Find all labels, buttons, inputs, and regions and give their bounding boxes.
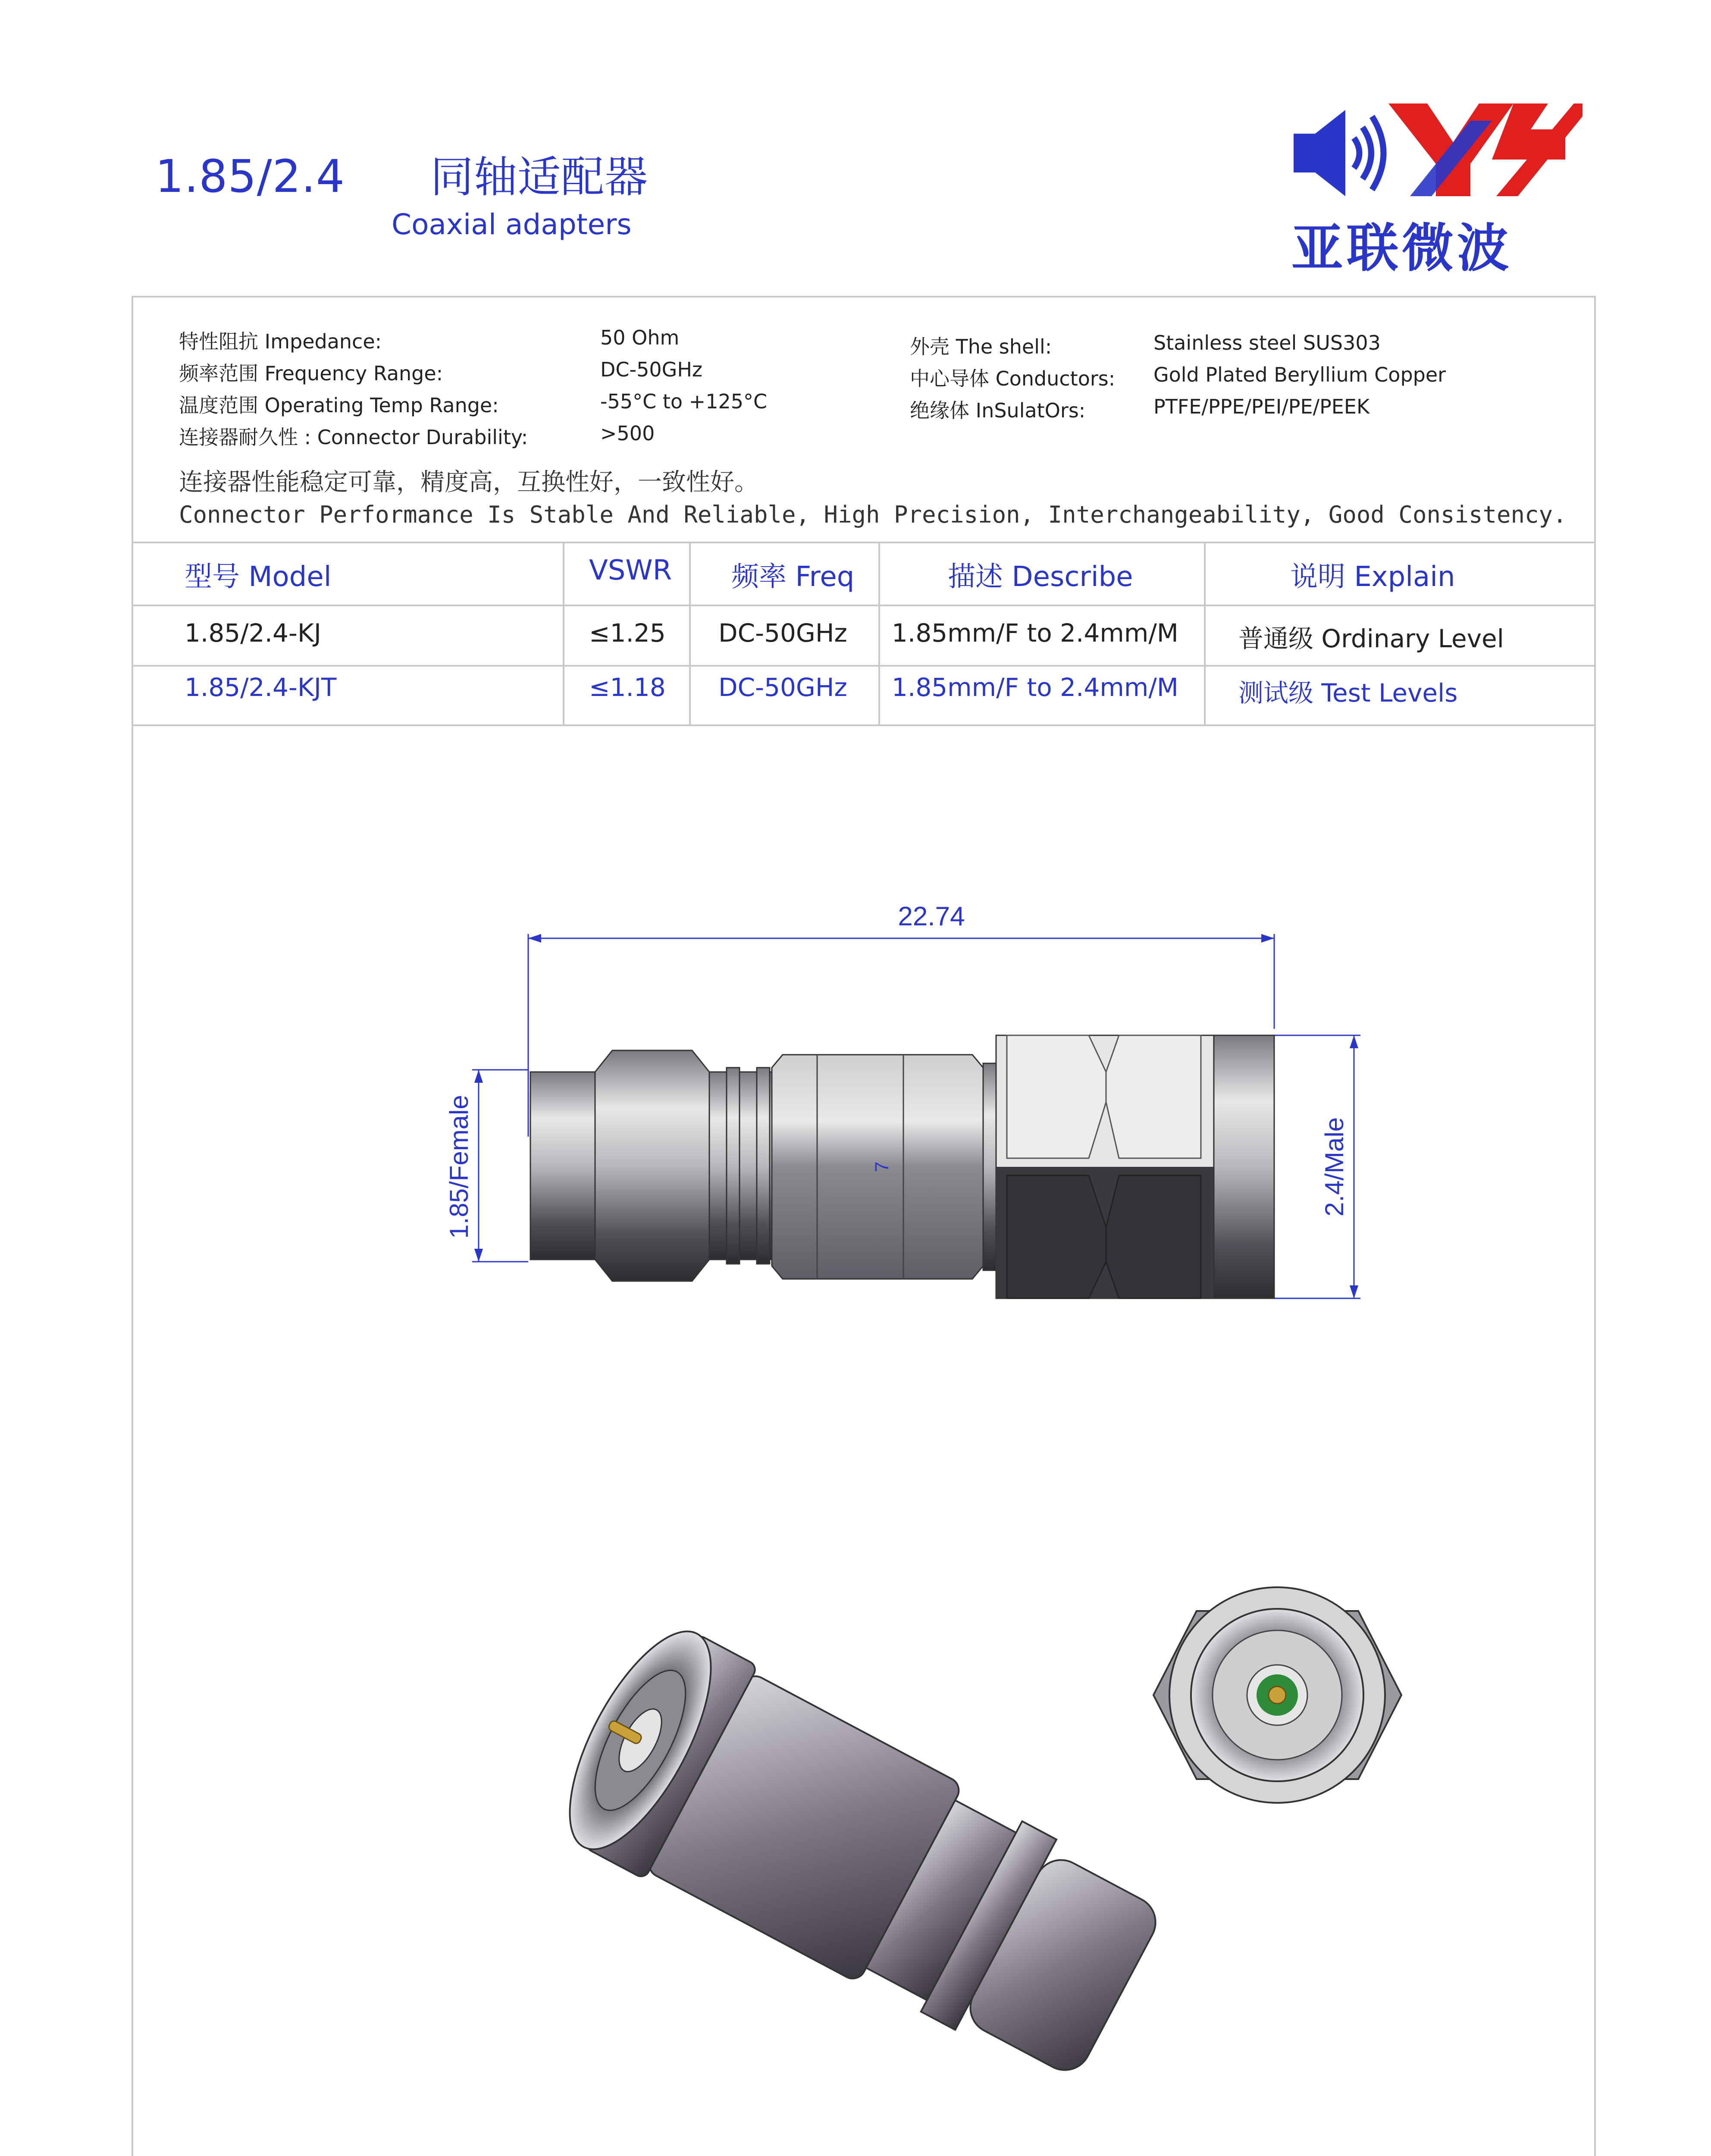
spec-label-durability: 连接器耐久性 : Connector Durability: [179, 426, 528, 449]
table-col-divider [878, 542, 880, 725]
male-dimension [1274, 1035, 1360, 1298]
table-cell-model: 1.85/2.4-KJ [185, 618, 321, 648]
table-col-divider [1204, 542, 1206, 725]
title-en: Coaxial adapters [392, 208, 632, 241]
spec-value-shell: Stainless steel SUS303 [1153, 331, 1381, 354]
table-cell-describe: 1.85mm/F to 2.4mm/M [892, 618, 1178, 648]
performance-en: Connector Performance Is Stable And Reliable, High Precision, Interchangeability, Good Consistency. [179, 501, 1567, 528]
side-view-connector [530, 1035, 1274, 1298]
table-header-freq: 频率 Freq [731, 561, 855, 593]
hex-dim-label: 7 [871, 1161, 893, 1172]
female-dimension [445, 1070, 528, 1262]
table-top-rule [132, 542, 1596, 543]
male-dim-label: 2.4/Male [1320, 1117, 1349, 1217]
model-range: 1.85/2.4 [155, 150, 345, 203]
table-cell-explain: 普通级 Ordinary Level [1238, 624, 1504, 653]
isometric-view-connector [542, 1611, 1177, 2102]
product-drawing [132, 727, 1596, 2156]
table-cell-explain: 测试级 Test Levels [1238, 678, 1458, 708]
spec-label-conductors: 中心导体 Conductors: [910, 367, 1116, 390]
spec-value-insulators: PTFE/PPE/PEI/PE/PEEK [1153, 395, 1370, 418]
table-cell-freq: DC-50GHz [718, 618, 847, 648]
spec-value-temp: -55°C to +125°C [600, 390, 768, 413]
table-header-model: 型号 Model [185, 561, 332, 593]
table-cell-freq: DC-50GHz [718, 673, 847, 702]
front-view-connector [1153, 1587, 1401, 1803]
spec-label-insulators: 绝缘体 InSulatOrs: [910, 399, 1086, 422]
table-cell-describe: 1.85mm/F to 2.4mm/M [892, 673, 1178, 702]
table-col-divider [689, 542, 691, 725]
table-header-explain: 说明 Explain [1290, 561, 1455, 593]
table-cell-model: 1.85/2.4-KJT [185, 673, 337, 702]
spec-label-temp: 温度范围 Operating Temp Range: [179, 394, 499, 417]
length-dim-label: 22.74 [898, 902, 965, 931]
table-header-rule [132, 605, 1596, 606]
table-header-describe: 描述 Describe [948, 561, 1133, 593]
spec-label-impedance: 特性阻抗 Impedance: [179, 330, 382, 353]
spec-value-frequency: DC-50GHz [600, 358, 703, 381]
spec-label-shell: 外壳 The shell: [910, 335, 1052, 358]
female-dim-label: 1.85/Female [445, 1095, 473, 1239]
title-cn: 同轴适配器 [430, 152, 649, 202]
spec-value-conductors: Gold Plated Beryllium Copper [1153, 363, 1446, 386]
table-header-vswr: VSWR [589, 555, 672, 586]
logo-text: 亚联微波 [1291, 219, 1512, 279]
table-col-divider [563, 542, 564, 725]
spec-value-durability: >500 [600, 422, 655, 445]
table-row-rule [132, 665, 1596, 667]
performance-cn: 连接器性能稳定可靠，精度高，互换性好，一致性好。 [179, 468, 758, 496]
spec-label-frequency: 频率范围 Frequency Range: [179, 362, 443, 385]
page-title [155, 142, 648, 204]
table-cell-vswr: ≤1.18 [589, 673, 666, 702]
spec-value-impedance: 50 Ohm [600, 326, 680, 349]
table-cell-vswr: ≤1.25 [589, 618, 666, 648]
table-bottom-rule [132, 724, 1596, 726]
